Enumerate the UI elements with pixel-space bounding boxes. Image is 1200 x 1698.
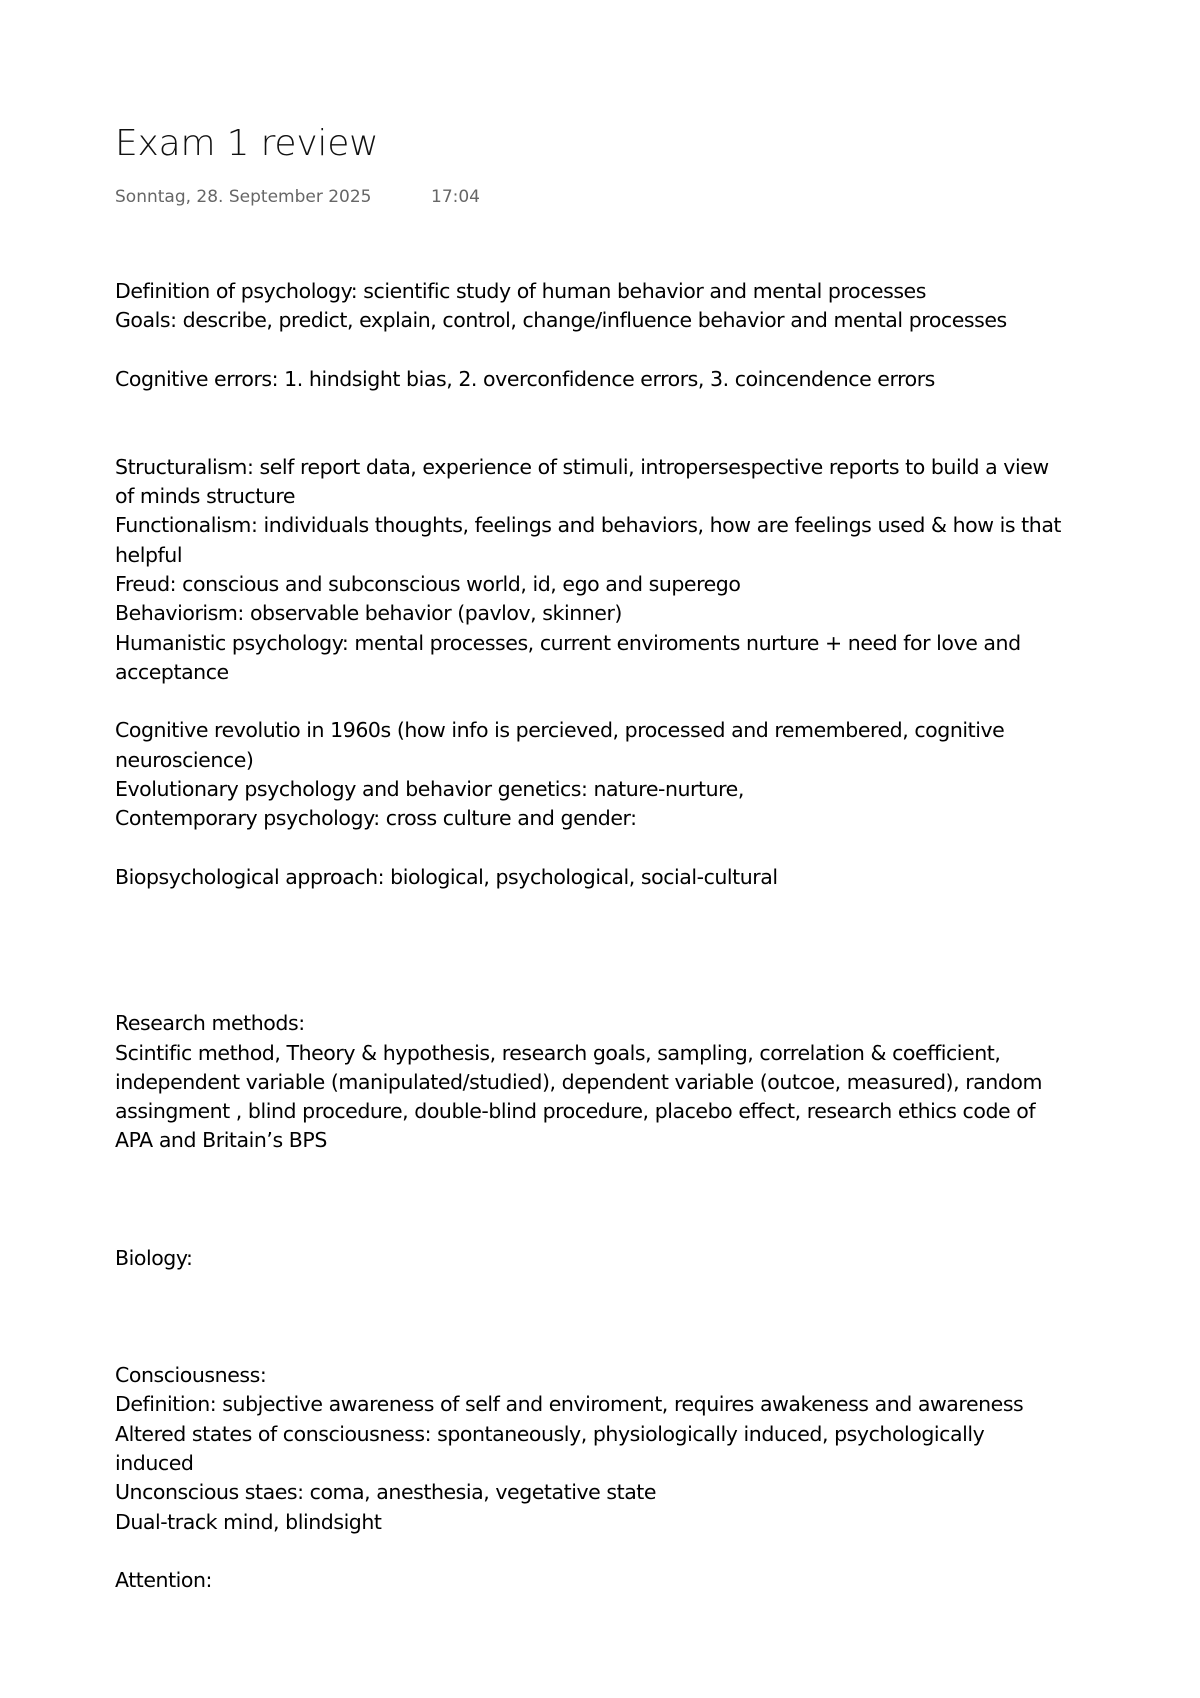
consciousness-heading: Consciousness: — [115, 1363, 267, 1388]
blank-space — [115, 1156, 1065, 1244]
blank-line — [115, 394, 1065, 453]
functionalism-line: Functionalism: individuals thoughts, feelings and behaviors, how are feelings used & how is that helpful — [115, 513, 1062, 567]
cut-off-text-line — [115, 1578, 1015, 1586]
blank-space — [115, 892, 1065, 1009]
goals-line: Goals: describe, predict, explain, control, change/influence behavior and mental processes — [115, 308, 1007, 333]
freud-line: Freud: conscious and subconscious world, id, ego and superego — [115, 571, 741, 596]
cognitive-errors-line: Cognitive errors: 1. hindsight bias, 2. overconfidence errors, 3. coincendence errors — [115, 366, 935, 391]
biology-heading: Biology: — [115, 1245, 193, 1270]
consciousness-definition-line: Definition: subjective awareness of self and enviroment, requires awakeness and awareness — [115, 1392, 1024, 1417]
evolutionary-line: Evolutionary psychology and behavior genetics: nature-nurture, — [115, 777, 744, 802]
cognitive-revolution-line: Cognitive revolutio in 1960s (how info is percieved, processed and remembered, cognitive neuroscience) — [115, 718, 1005, 772]
blank-line — [115, 834, 1065, 863]
note-time: 17:04 — [431, 187, 480, 207]
note-body[interactable] — [115, 277, 1065, 1595]
contemporary-line: Contemporary psychology: cross culture and gender: — [115, 806, 637, 831]
unconscious-states-line: Unconscious staes: coma, anesthesia, vegetative state — [115, 1480, 657, 1505]
page-title[interactable]: Exam 1 review — [115, 123, 379, 164]
blank-space — [115, 1273, 1065, 1361]
note-date: Sonntag, 28. September 2025 — [115, 187, 372, 207]
blank-line — [115, 687, 1065, 716]
behaviorism-line: Behaviorism: observable behavior (pavlov, skinner) — [115, 601, 622, 626]
blank-line — [115, 1537, 1065, 1566]
altered-states-line: Altered states of consciousness: spontaneously, physiologically induced, psychologically induced — [115, 1421, 985, 1475]
structuralism-line: Structuralism: self report data, experience of stimuli, intropersespective reports to build a view of minds structure — [115, 454, 1049, 509]
research-methods-body: Scintific method, Theory & hypothesis, research goals, sampling, correlation & coefficient, independent variable (manipulated/studied), dependent variable (outcoe, measured), random assingment , blind procedure, double-blind procedure, placebo effect, research ethics code of APA and Britain’s BPS — [115, 1040, 1043, 1153]
humanistic-line: Humanistic psychology: mental processes, current enviroments nurture + need for love and acceptance — [115, 630, 1021, 684]
attention-heading: Attention: — [115, 1568, 213, 1593]
blank-line — [115, 336, 1065, 365]
research-methods-heading: Research methods: — [115, 1011, 305, 1036]
dual-track-line: Dual-track mind, blindsight — [115, 1509, 382, 1534]
definition-line: Definition of psychology: scientific study of human behavior and mental processes — [115, 279, 926, 303]
biopsychological-line: Biopsychological approach: biological, psychological, social-cultural — [115, 864, 778, 889]
